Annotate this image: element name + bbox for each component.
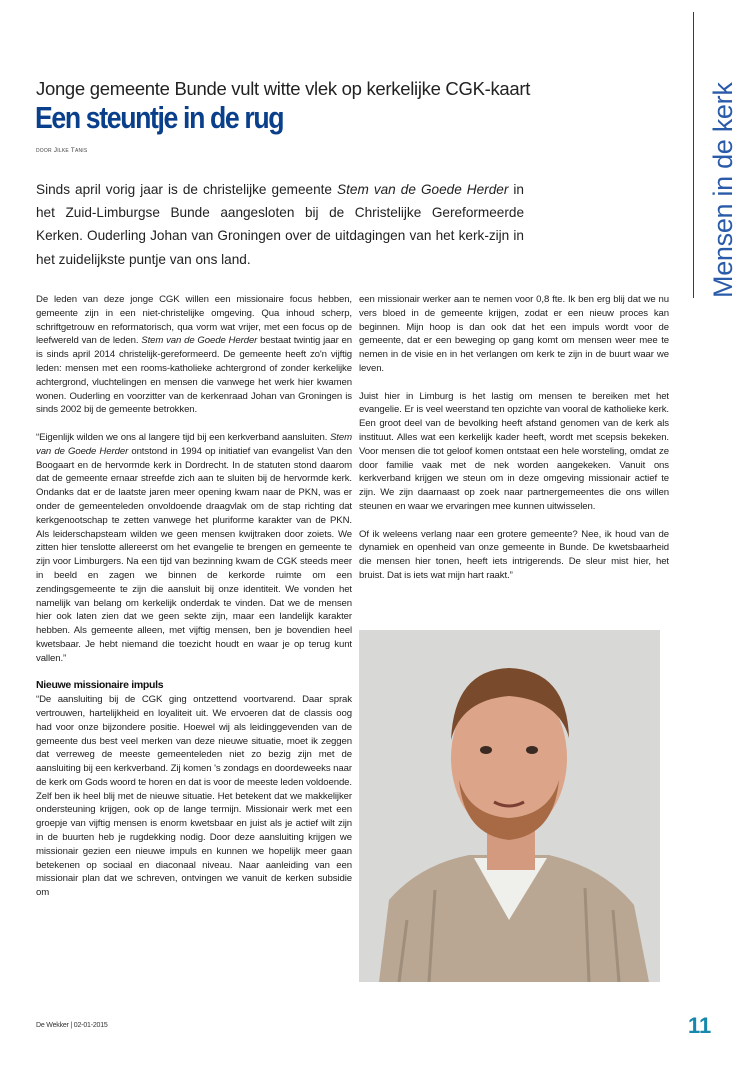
paragraph	[36, 431, 352, 666]
paragraph: Juist hier in Limburg is het lastig om mensen te bereiken met het evangelie. Er is veel weerstand ten opzichte van vooral de katholieke kerk. Een groot deel van de bevolking heeft afstand genomen van de kerk als instituut. Alles wat een kerkelijk kader heeft, wordt met scepsis bekeken. Voor mensen die tot geloof komen ontstaat een hele worsteling, omdat ze door familie vaak met de nek worden aangekeken. Vanuit ons kerkverband krijgen we steun om in deze omgeving missionair actief te zijn. We zijn daarnaast op zoek naar partnergemeentes die ons willen steunen en waar we ervaringen mee kunnen uitwisselen.	[359, 390, 669, 512]
section-divider	[693, 12, 694, 298]
text: ontstond in 1994 op initiatief van evangelist Van den Boogaart en de hervormde kerk in Dordrecht. In de statuten stond daarom dat de gemeente ernaar streefde zich aan te sluiten bij de hervormde kerk. Ondanks dat er de laatste jaren meer opening kwam naar de PKN, was er onder de gemeenteleden onvoldoende draagvlak om de stap richting dat kerkgenootschap te zetten vanwege het pluriforme karakter van de PKN. Als leiderschapsteam wilden we geen mensen kwijtraken door zoiets. We zitten hier tenslotte allereerst om het evangelie te brengen en gemeente te zijn voor Limburgers. Na een tijd van bezinning kwam de CGK steeds meer in beeld en zagen we binnen de kerkorde ruimte om een zendingsgemeente te zijn die aansluit bij onze identiteit. We vonden het namelijk van belang om kerkelijk onderdak te vinden. Dat we de mensen hier ook laten zien dat we geen sekte zijn, maar een landelijk karakter hebben. Als gemeente alleen, met vijftig mensen, ben je bovendien heel kwetsbaar. Je hebt niemand die toezicht houdt en waar je op terug kunt vallen.”	[36, 445, 352, 664]
portrait-photo	[359, 630, 660, 982]
subheading: Nieuwe missionaire impuls	[36, 679, 164, 692]
paragraph: “De aansluiting bij de CGK ging ontzettend voortvarend. Daar sprak vertrouwen, hartelijkheid en loyaliteit uit. We ervoeren dat de classis oog had voor onze bijzondere positie. Hoewel wij als leidinggevenden van de gemeente dus best veel merken van deze nieuwe situatie, moet ik zeggen dat verreweg de meeste gemeenteleden niet zo bezig zijn met de aansluiting bij een kerkverband. Zij komen 's zondags en doordeweeks naar de kerk om Gods woord te horen en dat is voor de meeste leden voldoende. Zelf ben ik heel blij met de nieuwe situatie. Het betekent dat we makkelijker ondersteuning krijgen, ook op de lange termijn. Missionair werk met een groepje van vijftig mensen is enorm kwetsbaar en juist als je actief wilt zijn in de buurten heb je rugdekking nodig. Door deze aansluiting krijgen we missionair gezien een nieuwe impuls en kunnen we hopelijk meer gaan betekenen op sociaal en diaconaal niveau. Naar aanleiding van een missionair plan dat we schreven, ontvingen we vanuit de kerken subsidie om	[36, 694, 352, 899]
lead-paragraph	[36, 178, 524, 271]
text: “Eigenlijk wilden we ons al langere tijd bij een kerkverband aansluiten.	[36, 431, 330, 443]
page-number: 11	[688, 1013, 712, 1038]
right-column	[359, 293, 669, 597]
text: De leden van deze jonge CGK willen een missionaire focus hebben, gemeente zijn in een niet-christelijke omgeving. Qua inhoud scherp, schriftgetrouw en reformatorisch, qua vorm wat vrijer, met een focus op de leefwereld van de leden.	[36, 294, 352, 347]
text: bestaat twintig jaar en is sinds april 2014 christelijk-gereformeerd. De gemeente heeft zo'n vijftig leden: mensen met een rooms-katholieke achtergrond of zonder kerkelijke achtergrond, vluchtelingen en mensen die vanwege het werk hier kwamen wonen. Ouderling en voorzitter van de kerkenraad Johan van Groningen is sinds 2002 bij de gemeente betrokken.	[36, 335, 352, 416]
footer-publication: De Wekker | 02-01-2015	[36, 1022, 108, 1029]
lead-text: Sinds april vorig jaar is de christelijke gemeente	[36, 182, 338, 197]
section-label: Mensen in de kerk	[708, 82, 738, 298]
lead-text: in het Zuid-Limburgse Bunde aangesloten bij de Christelijke Gereformeerde Kerken. Ouderling Johan van Groningen over de uitdagingen van het kerk-zijn in het zuidelijkste puntje van ons land.	[36, 182, 524, 267]
italic-text: Stem van de Goede Herder	[141, 335, 258, 347]
paragraph: een missionair werker aan te nemen voor 0,8 fte. Ik ben erg blij dat we nu vers bloed in de gemeente krijgen, zodat er een nieuw proces kan beginnen. Mijn hoop is dan ook dat het een impuls wordt voor de gemeente, dat er een beweging op gang komt om mensen weer mee te nemen in de visie en in het verlangen om kerk te zijn in de buurt waar we leven.	[359, 294, 669, 374]
left-column	[36, 293, 352, 914]
article-title: Een steuntje in de rug	[35, 100, 284, 135]
article-kicker: Jonge gemeente Bunde vult witte vlek op kerkelijke CGK-kaart	[36, 78, 531, 99]
paragraph: Of ik weleens verlang naar een grotere gemeente? Nee, ik houd van de dynamiek en openheid van onze gemeente in Bunde. De kwetsbaarheid die mensen hier tonen, heeft iets intrigerends. De sleur mist hier, het bruist. Dat is iets wat mijn hart raakt.”	[359, 528, 669, 581]
italic-text: Stem van de Goede Herder	[36, 431, 352, 457]
portrait-illustration	[359, 630, 660, 982]
lead-italic: Stem van de Goede Herder	[337, 182, 509, 197]
byline: door Jilke Tanis	[36, 147, 88, 154]
paragraph	[36, 293, 352, 417]
